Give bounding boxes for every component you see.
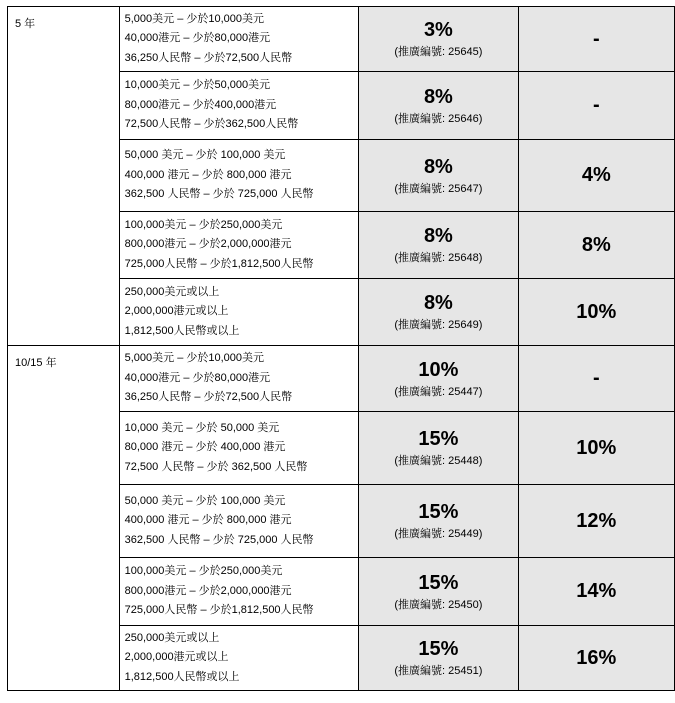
bonus-rate-cell: 10% bbox=[518, 279, 674, 346]
amount-range-cell bbox=[119, 485, 359, 558]
range-hkd: 400,000 港元 – 少於 800,000 港元 bbox=[124, 168, 292, 181]
promo-code: (推廣編號: 25450) bbox=[394, 598, 483, 611]
bonus-rate-cell: - bbox=[518, 72, 674, 140]
term-label: 5 年 bbox=[15, 18, 36, 30]
range-usd: 50,000 美元 – 少於 100,000 美元 bbox=[124, 149, 286, 162]
amount-range-cell bbox=[119, 558, 359, 626]
amount-range-cell bbox=[119, 412, 359, 485]
range-hkd: 2,000,000港元或以上 bbox=[124, 651, 229, 664]
range-rmb: 362,500 人民幣 – 少於 725,000 人民幣 bbox=[124, 533, 314, 546]
range-usd: 100,000美元 – 少於250,000美元 bbox=[124, 218, 283, 231]
bonus-rate-cell: 16% bbox=[518, 626, 674, 691]
term-cell bbox=[8, 7, 120, 346]
rate-value: 15% bbox=[418, 571, 459, 594]
promo-code: (推廣編號: 25447) bbox=[394, 385, 483, 398]
bonus-rate-cell: 4% bbox=[518, 140, 674, 212]
rate-value: 8% bbox=[423, 292, 453, 314]
rate-value: 3% bbox=[423, 19, 453, 41]
rate-value: 15% bbox=[418, 638, 459, 660]
range-rmb: 362,500 人民幣 – 少於 725,000 人民幣 bbox=[124, 188, 314, 201]
range-hkd: 40,000港元 – 少於80,000港元 bbox=[124, 32, 271, 45]
amount-range-cell bbox=[119, 212, 359, 279]
range-hkd: 80,000 港元 – 少於 400,000 港元 bbox=[124, 441, 286, 454]
range-usd: 10,000 美元 – 少於 50,000 美元 bbox=[124, 421, 280, 434]
range-hkd: 40,000港元 – 少於80,000港元 bbox=[124, 371, 271, 384]
amount-range-cell bbox=[119, 7, 359, 72]
promo-code: (推廣編號: 25448) bbox=[394, 455, 483, 467]
range-hkd: 80,000港元 – 少於400,000港元 bbox=[124, 98, 277, 111]
amount-range-cell bbox=[119, 140, 359, 212]
rate-value: 15% bbox=[418, 428, 459, 450]
amount-range-cell bbox=[119, 72, 359, 140]
rate-cell bbox=[359, 279, 518, 346]
rate-value: 8% bbox=[423, 85, 453, 108]
amount-range-cell bbox=[119, 346, 359, 412]
rate-cell bbox=[359, 558, 518, 626]
rate-cell bbox=[359, 485, 518, 558]
rate-cell bbox=[359, 140, 518, 212]
bonus-rate-cell: - bbox=[518, 346, 674, 412]
range-usd: 5,000美元 – 少於10,000美元 bbox=[124, 352, 265, 365]
range-usd: 250,000美元或以上 bbox=[124, 631, 220, 644]
range-rmb: 36,250人民幣 – 少於72,500人民幣 bbox=[124, 391, 293, 404]
range-rmb: 1,812,500人民幣或以上 bbox=[124, 670, 240, 683]
range-rmb: 725,000人民幣 – 少於1,812,500人民幣 bbox=[124, 604, 314, 617]
range-rmb: 1,812,500人民幣或以上 bbox=[124, 324, 240, 337]
rate-cell bbox=[359, 212, 518, 279]
rate-value: 8% bbox=[423, 155, 453, 178]
table-row bbox=[8, 7, 675, 72]
bonus-rate-cell: 10% bbox=[518, 412, 674, 485]
promo-code: (推廣編號: 25648) bbox=[394, 252, 483, 264]
promo-code: (推廣編號: 25646) bbox=[394, 112, 483, 125]
rate-cell bbox=[359, 72, 518, 140]
range-hkd: 400,000 港元 – 少於 800,000 港元 bbox=[124, 514, 292, 527]
bonus-rate-cell: - bbox=[518, 7, 674, 72]
promo-code: (推廣編號: 25449) bbox=[394, 528, 483, 540]
term-label: 10/15 年 bbox=[15, 357, 57, 369]
range-usd: 10,000美元 – 少於50,000美元 bbox=[124, 79, 271, 92]
promo-code: (推廣編號: 25451) bbox=[394, 665, 483, 677]
range-usd: 50,000 美元 – 少於 100,000 美元 bbox=[124, 494, 286, 507]
table-row bbox=[8, 346, 675, 412]
bonus-rate-cell: 12% bbox=[518, 485, 674, 558]
range-rmb: 725,000人民幣 – 少於1,812,500人民幣 bbox=[124, 257, 314, 270]
amount-range-cell bbox=[119, 626, 359, 691]
promo-code: (推廣編號: 25647) bbox=[394, 182, 483, 195]
rate-cell bbox=[359, 346, 518, 412]
range-usd: 5,000美元 – 少於10,000美元 bbox=[124, 12, 265, 25]
promo-code: (推廣編號: 25645) bbox=[394, 46, 483, 58]
range-rmb: 72,500 人民幣 – 少於 362,500 人民幣 bbox=[124, 460, 308, 473]
rate-cell bbox=[359, 7, 518, 72]
bonus-rate-cell: 8% bbox=[518, 212, 674, 279]
amount-range-cell bbox=[119, 279, 359, 346]
range-usd: 100,000美元 – 少於250,000美元 bbox=[124, 565, 283, 578]
bonus-rate-cell: 14% bbox=[518, 558, 674, 626]
range-hkd: 2,000,000港元或以上 bbox=[124, 305, 229, 318]
rate-value: 10% bbox=[418, 358, 459, 381]
rate-value: 15% bbox=[418, 501, 459, 523]
rate-cell bbox=[359, 626, 518, 691]
table-body bbox=[8, 7, 675, 691]
rate-value: 8% bbox=[423, 225, 453, 247]
term-cell bbox=[8, 346, 120, 691]
range-hkd: 800,000港元 – 少於2,000,000港元 bbox=[124, 584, 292, 597]
range-usd: 250,000美元或以上 bbox=[124, 285, 220, 298]
range-rmb: 36,250人民幣 – 少於72,500人民幣 bbox=[124, 51, 293, 64]
range-rmb: 72,500人民幣 – 少於362,500人民幣 bbox=[124, 118, 299, 131]
range-hkd: 800,000港元 – 少於2,000,000港元 bbox=[124, 238, 292, 251]
rate-cell bbox=[359, 412, 518, 485]
promotion-rate-table bbox=[7, 6, 675, 691]
promo-code: (推廣編號: 25649) bbox=[394, 319, 483, 331]
